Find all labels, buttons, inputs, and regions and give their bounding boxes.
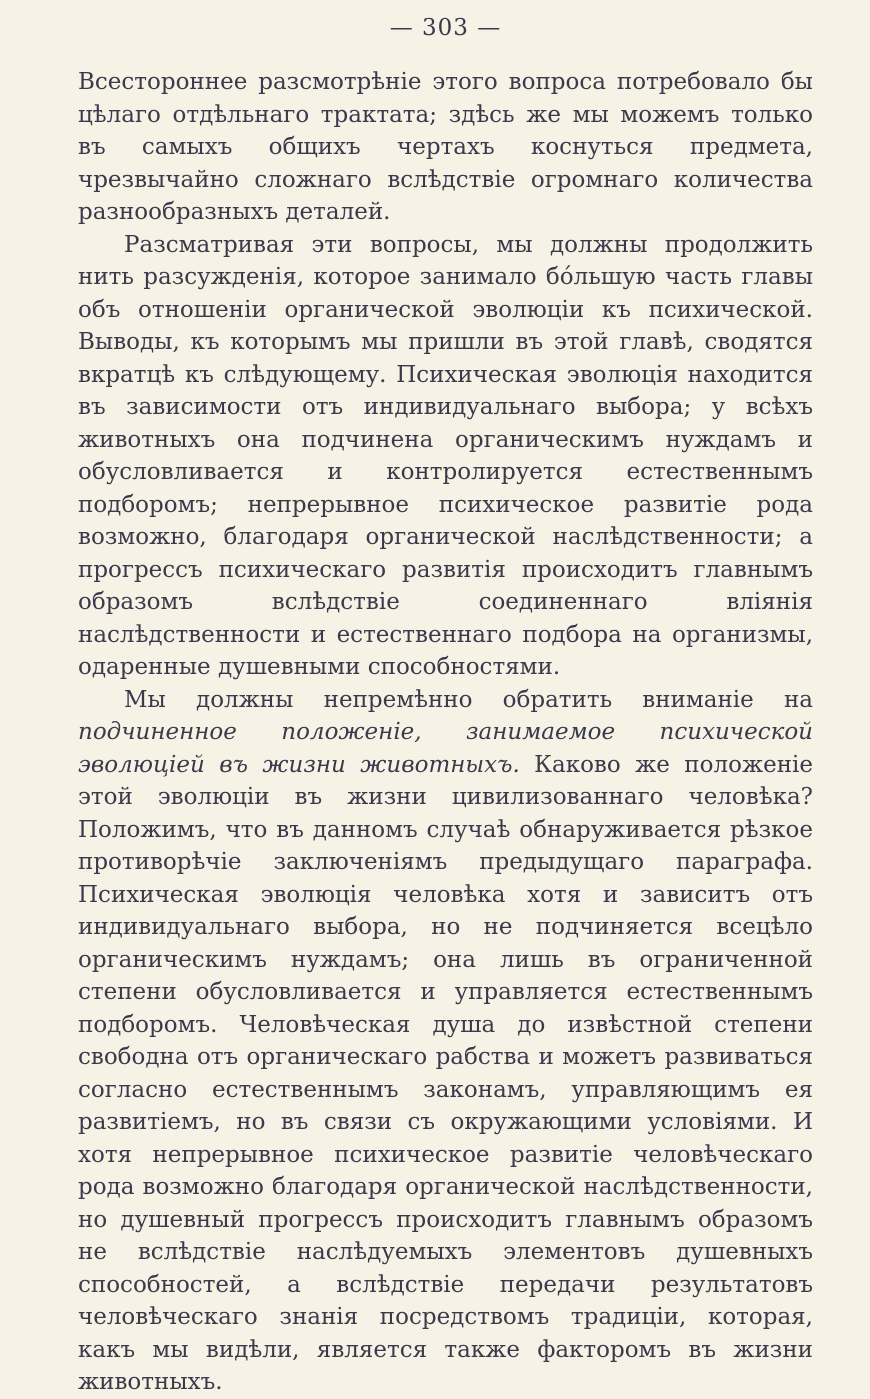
paragraph-3-lead: Мы должны непремѣнно обратить вниманіе на — [124, 686, 813, 713]
paragraph-1: Всестороннее разсмотрѣніе этого вопроса потребовало бы цѣлаго отдѣльнаго трактата; здѣсь же мы можемъ только въ самыхъ общихъ чертахъ коснуться предмета, чрезвычайно сложнаго вслѣдствіе огромнаго количества разнообразныхъ деталей. — [78, 69, 813, 225]
paragraph-3 — [78, 684, 813, 1399]
book-page — [78, 12, 813, 1399]
paragraph-3-body: Каково же положеніе этой эволюціи въ жизни цивилизованнаго человѣка? Положимъ, что въ данномъ случаѣ обнаруживается рѣзкое противорѣчіе заключеніямъ предыдущаго параграфа. Психическая эволюція человѣка хотя и зависитъ отъ индивидуальнаго выбора, но не подчиняется всецѣло органическимъ нуждамъ; она лишь въ ограниченной степени обусловливается и управляется естественнымъ подборомъ. Человѣческая душа до извѣстной степени свободна отъ органическаго рабства и можетъ развиваться согласно естественнымъ законамъ, управляющимъ ея развитіемъ, но въ связи съ окружающими условіями. И хотя непрерывное психическое развитіе человѣческаго рода возможно благодаря органической наслѣдственности, но душевный прогрессъ происходитъ главнымъ образомъ не вслѣдствіе наслѣдуемыхъ элементовъ душевныхъ способностей, а вслѣдствіе передачи результатовъ человѣческаго знанія посредствомъ традиціи, которая, какъ мы видѣли, является также факторомъ въ жизни животныхъ. — [78, 751, 814, 1395]
page-number: — 303 — — [389, 15, 502, 41]
paragraph-2: Разсматривая эти вопросы, мы должны продолжить нить разсужденія, которое занимало бóльшую часть главы объ отношеніи органической эволюціи къ психической. Выводы, къ которымъ мы пришли въ этой главѣ, сводятся вкратцѣ къ слѣдующему. Психическая эволюція находится въ зависимости отъ индивидуальнаго выбора; у всѣхъ животныхъ она подчинена органическимъ нуждамъ и обусловливается и контролируется естественнымъ подборомъ; непрерывное психическое развитіе рода возможно, благодаря органической наслѣдственности; а прогрессъ психическаго развитія происходитъ главнымъ образомъ вслѣдствіе соединеннаго вліянія наслѣдственности и естественнаго подбора на организмы, одаренные душевными способностями. — [78, 231, 813, 680]
paragraph-3-emphasis: подчиненное положеніе, занимаемое психической эволюціей въ жизни животныхъ. — [78, 719, 813, 778]
